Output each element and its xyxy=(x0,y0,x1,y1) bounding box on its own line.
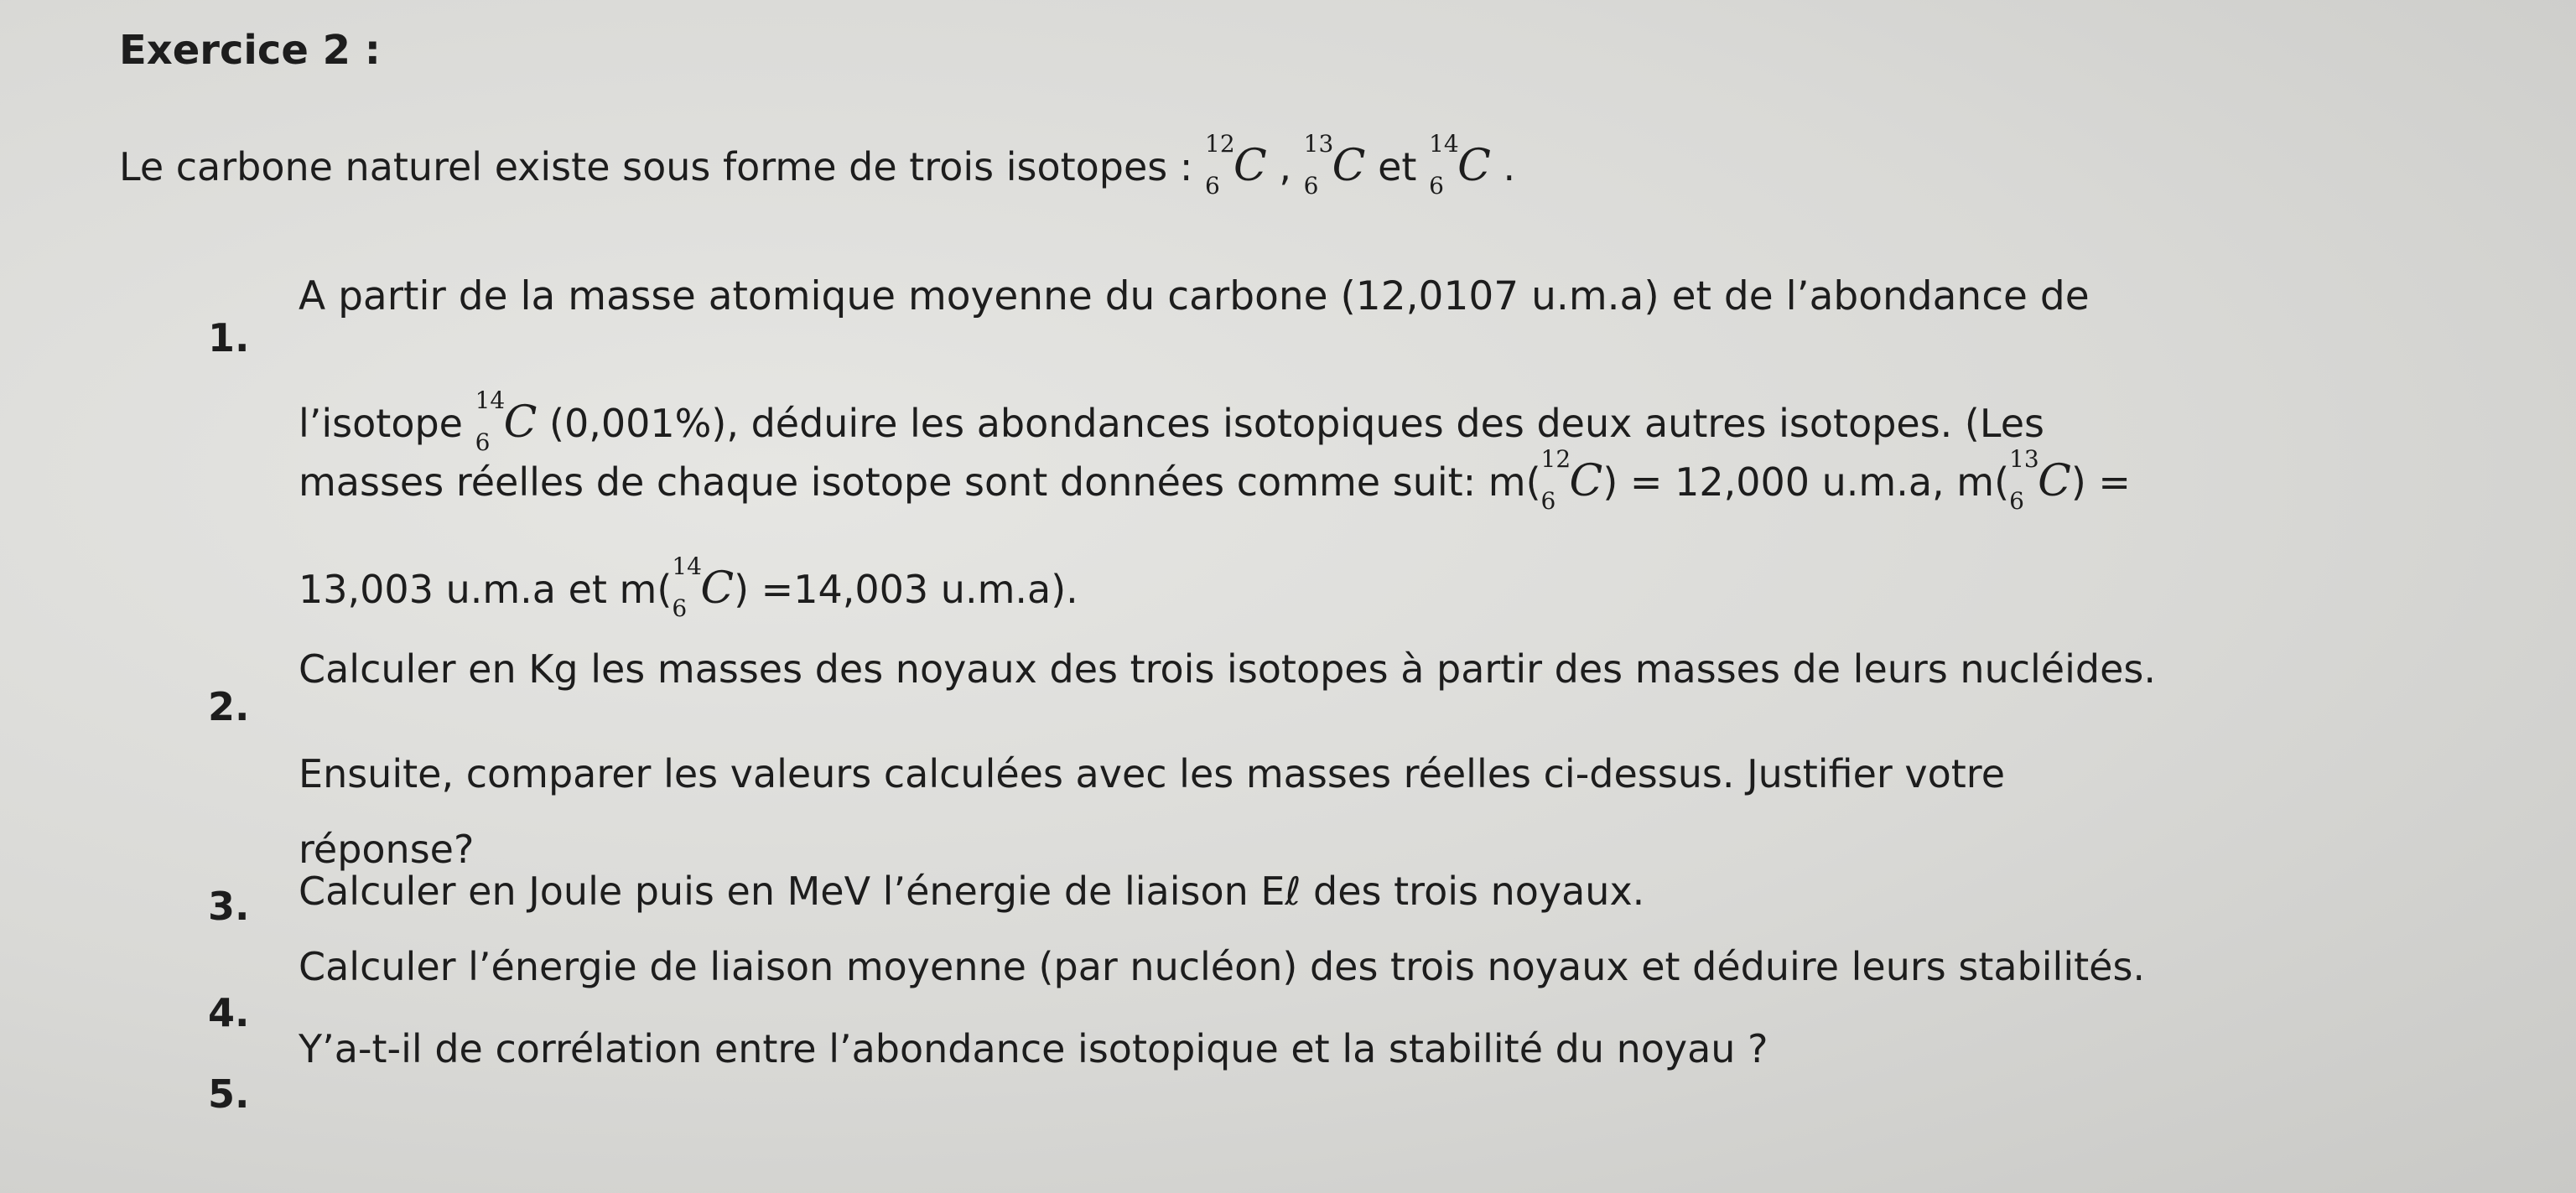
q2-number: 2. xyxy=(208,684,250,729)
q4-text: Calculer l’énergie de liaison moyenne (par nucléon) des trois noyaux et déduire leurs stabilités. xyxy=(299,944,2146,989)
q2-line1: Calculer en Kg les masses des noyaux des trois isotopes à partir des masses de leurs nucléides. xyxy=(299,646,2156,692)
intro-end: . xyxy=(1503,144,1516,189)
q5-number: 5. xyxy=(208,1071,250,1117)
intro-text: Le carbone naturel existe sous forme de trois isotopes : xyxy=(119,144,1193,189)
q1-line3: masses réelles de chaque isotope sont données comme suit: m( 12 6 C) = 12,000 u.m.a, m( 13 6 C) = xyxy=(299,445,2131,515)
isotope-c14: 14 6 C xyxy=(1429,130,1491,200)
q1-line1: A partir de la masse atomique moyenne du carbone (12,0107 u.m.a) et de l’abondance de xyxy=(299,273,2090,319)
q1-number: 1. xyxy=(208,315,250,360)
intro-separator: , xyxy=(1279,144,1292,189)
q2-line2: Ensuite, comparer les valeurs calculées avec les masses réelles ci-dessus. Justifier votre xyxy=(299,751,2006,796)
q2-line3: réponse? xyxy=(299,827,475,872)
q1-line2: l’isotope 14 6 C (0,001%), déduire les abondances isotopiques des deux autres isotopes. (Les xyxy=(299,386,2044,456)
isotope-c13: 13 6 C xyxy=(1303,130,1366,200)
intro-et: et xyxy=(1378,144,1417,189)
exercise-title: Exercice 2 : xyxy=(119,27,381,74)
isotope-c14-q1b: 14 6 C xyxy=(672,552,735,622)
q5-text: Y’a-t-il de corrélation entre l’abondance isotopique et la stabilité du noyau ? xyxy=(299,1026,1768,1071)
q3-number: 3. xyxy=(208,884,250,929)
intro-line xyxy=(119,130,1516,200)
isotope-c14-q1: 14 6 C xyxy=(475,386,538,456)
isotope-c12-q1: 12 6 C xyxy=(1540,445,1603,515)
isotope-c12: 12 6 C xyxy=(1205,130,1267,200)
q1-line4: 13,003 u.m.a et m( 14 6 C) =14,003 u.m.a). xyxy=(299,552,1078,622)
isotope-c13-q1: 13 6 C xyxy=(2009,445,2071,515)
q3-text: Calculer en Joule puis en MeV l’énergie de liaison Eℓ des trois noyaux. xyxy=(299,869,1645,914)
q4-number: 4. xyxy=(208,990,250,1035)
